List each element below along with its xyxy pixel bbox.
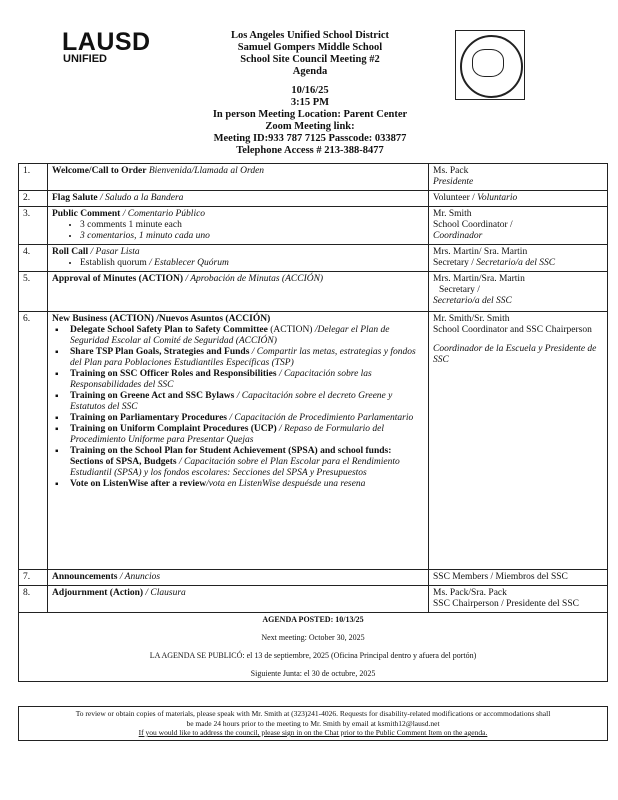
list-item: ▪ Training on Parliamentary Procedures / Capacitación de Procedimiento Parlamentario (68, 413, 424, 424)
agenda-row (19, 191, 608, 207)
agenda-row (19, 245, 608, 272)
seal-emblem (472, 49, 504, 77)
item-number: 5. (19, 272, 48, 312)
list-item: ▪ Share TSP Plan Goals, Strategies and Funds / Compartir las metas, estrategias y fondos del Plan para Poblaciones Estudiantiles Específicas (TSP) (68, 347, 424, 369)
item-number: 4. (19, 245, 48, 272)
list-item: ▪ Delegate School Safety Plan to Safety Committee (ACTION) /Delegar el Plan de Seguridad Escolar al Comité de Seguridad (ACCIÓN) (68, 325, 424, 347)
item-title: Adjournment (Action) / Clausura (48, 586, 429, 613)
school-seal (455, 30, 525, 100)
item-presenter: Mr. Smith/Sr. Smith School Coordinator and SSC Chairperson Coordinador de la Escuela y Presidente de SSC (429, 312, 608, 570)
item-title: Announcements / Anuncios (48, 570, 429, 586)
item-title: Approval of Minutes (ACTION) / Aprobación de Minutas (ACCIÓN) (48, 272, 429, 312)
item-presenter: Mrs. Martin/Sra. Martin Secretary / Secretario/a del SSC (429, 272, 608, 312)
list-item: ▪ Training on SSC Officer Roles and Responsibilities / Capacitación sobre las Responsabilidades del SSC (68, 369, 424, 391)
list-item: ▪ Vote on ListenWise after a review/vota en ListenWise despuésde una resena (68, 479, 424, 490)
meeting-id: Meeting ID:933 787 7125 Passcode: 033877 (213, 133, 407, 144)
item-presenter: Mrs. Martin/ Sra. Martin Secretary / Secretario/a del SSC (429, 245, 608, 272)
zoom-link[interactable]: Zoom Meeting link: (265, 121, 355, 132)
item-presenter: Ms. Pack/Sra. Pack SSC Chairperson / Presidente del SSC (429, 586, 608, 613)
meeting-date: 10/16/25 (291, 85, 329, 96)
item-title: Flag Salute / Saludo a la Bandera (48, 191, 429, 207)
agenda-table (18, 163, 608, 682)
item-title: New Business (ACTION) /Nuevos Asuntos (ACCIÓN) ▪ Delegate School Safety Plan to Safety Committee (ACTION) /Delegar el Plan de Seguridad Escolar al Comité de Seguridad (ACCIÓN) ▪ Share TSP Plan Goals, Strategies and Funds / Compartir las metas, estrategias y fondos del Plan para Poblaciones Estudiantiles Específicas (TSP) ▪ Training on SSC Officer Roles and Responsibilities / Capacitación sobre las Responsabilidades del SSC ▪ Training on Greene Act and SSC Bylaws / Capacitación sobre el decreto Greene y Estatutos del SSC ▪ Training on Parliamentary Procedures / Capacitación de Procedimiento Parlamentario ▪ Training on Uniform Complaint Procedures (UCP) / Repaso de Formulario del Procedimiento Uniforme para Presentar Quejas ▪ Training on the School Plan for Student Achievement (SPSA) and school funds: Sections of SPSA, Budgets / Capacitación sobre el Plan Escolar para el Rendimiento Estudiantil (SPSA) y los fondos escolares: Secciones del SPSA y Presupuestos ▪ Vote on ListenWise after a review/vota en ListenWise despuésde una resena (48, 312, 429, 570)
list-item: ▪ Training on the School Plan for Student Achievement (SPSA) and school funds: Sections of SPSA, Budgets / Capacitación sobre el Plan Escolar para el Rendimiento Estudiantil (SPSA) y los fondos escolares: Secciones del SPSA y Presupuestos (68, 446, 424, 479)
item-title: Public Comment / Comentario Público • 3 comments 1 minute each • 3 comentarios, 1 minuto cada uno (48, 207, 429, 245)
list-item: • Establish quorum / Establecer Quórum (80, 258, 424, 269)
list-item: ▪ Training on Uniform Complaint Procedures (UCP) / Repaso de Formulario del Procedimiento Uniforme para Presentar Quejas (68, 424, 424, 446)
item-number: 1. (19, 164, 48, 191)
access-notice: To review or obtain copies of materials, please speak with Mr. Smith at (323)241-4026. Requests for disability-related modifications or accommodations shall be made 24 hours prior to the meeting to Mr. Smith by email at ksmith12@lausd.net If you would like to address the council, please sign in on the Chat prior to the Public Comment Item on the agenda. (18, 706, 608, 741)
item-presenter: SSC Members / Miembros del SSC (429, 570, 608, 586)
agenda-row (19, 207, 608, 245)
agenda-posted: AGENDA POSTED: 10/13/25 (262, 615, 364, 624)
agenda-header (180, 30, 440, 157)
item-presenter: Volunteer / Voluntario (429, 191, 608, 207)
item-number: 3. (19, 207, 48, 245)
logo-text: LAUSD (62, 28, 151, 56)
meeting-name: School Site Council Meeting #2 (240, 54, 380, 65)
agenda-publicado: LA AGENDA SE PUBLICÓ: el 13 de septiembre, 2025 (Oficina Principal dentro y afuera del portón) (149, 651, 477, 660)
item-number: 7. (19, 570, 48, 586)
meeting-location: In person Meeting Location: Parent Center (212, 109, 408, 120)
next-meeting: Next meeting: October 30, 2025 (261, 633, 365, 642)
agenda-row (19, 272, 608, 312)
agenda-row (19, 570, 608, 586)
item-number: 6. (19, 312, 48, 570)
doc-title: Agenda (292, 66, 328, 77)
item-number: 8. (19, 586, 48, 613)
logo-subtext: UNIFIED (63, 53, 107, 65)
telephone-access: Telephone Access # 213-388-8477 (236, 145, 384, 156)
agenda-row (19, 586, 608, 613)
agenda-row (19, 312, 608, 570)
agenda-footer (19, 613, 608, 682)
lausd-logo (62, 30, 151, 65)
meeting-time: 3:15 PM (290, 97, 330, 108)
siguiente-junta: Siguiente Junta: el 30 de octubre, 2025 (250, 669, 376, 678)
agenda-row (19, 164, 608, 191)
school-name: Samuel Gompers Middle School (237, 42, 383, 53)
item-title: Roll Call / Pasar Lista • Establish quorum / Establecer Quórum (48, 245, 429, 272)
item-presenter: Mr. Smith School Coordinator / Coordinador (429, 207, 608, 245)
item-presenter: Ms. Pack Presidente (429, 164, 608, 191)
list-item: • 3 comentarios, 1 minuto cada uno (80, 231, 424, 242)
district-name: Los Angeles Unified School District (230, 30, 390, 41)
list-item: • 3 comments 1 minute each (80, 220, 424, 231)
item-number: 2. (19, 191, 48, 207)
list-item: ▪ Training on Greene Act and SSC Bylaws / Capacitación sobre el decreto Greene y Estatutos del SSC (68, 391, 424, 413)
item-title: Welcome/Call to Order Bienvenida/Llamada al Orden (48, 164, 429, 191)
